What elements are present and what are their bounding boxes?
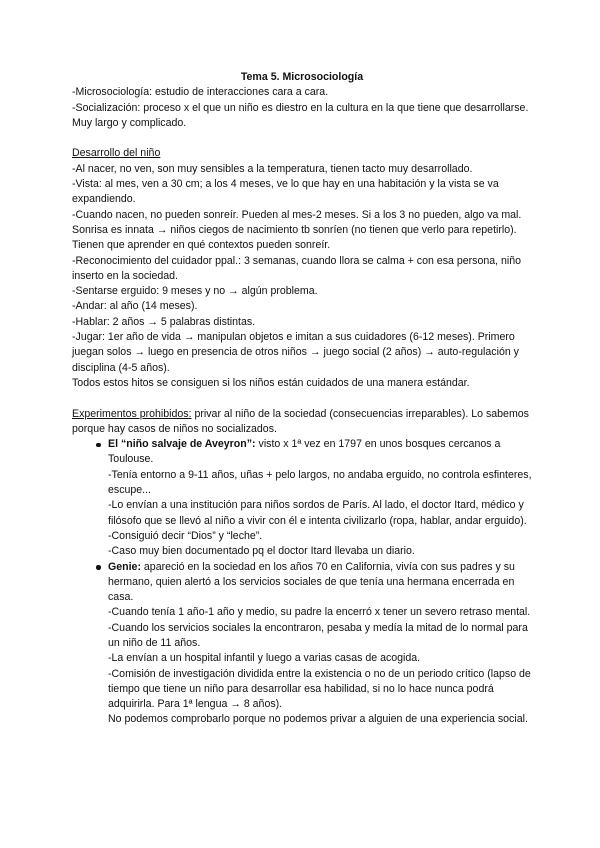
case-line: -Tenía entorno a 9-11 años, uñas + pelo largos, no andaba erguido, no controla esfinteres, escupe... — [108, 468, 532, 497]
case-line: -Lo envían a una institución para niños sordos de París. Al lado, el doctor Itard, médico y filósofo que se llevó al niño a vivir con él e intenta civilizarlo (ropa, hablar, andar erguido). — [108, 499, 527, 527]
case-line: -Cuando los servicios sociales la encontraron, pesaba y medía la mitad de lo normal para un niño de 11 años. — [108, 621, 528, 649]
spacer — [72, 391, 532, 406]
paragraph-line: -Al nacer, no ven, son muy sensibles a la temperatura, tienen tacto muy desarrollado. — [72, 162, 473, 175]
section-heading-experimentos: Experimentos prohibidos: — [72, 407, 192, 420]
case-item-genie — [108, 560, 532, 728]
paragraph-line: -Vista: al mes, ven a 30 cm; a los 4 meses, ve lo que hay en una habitación y la vista se va expandiendo. — [72, 178, 499, 206]
case-line: -Caso muy bien documentado pq el doctor Itard llevaba un diario. — [108, 545, 415, 558]
paragraph-line: Todos estos hitos se consiguen si los niños están cuidados de una manera estándar. — [72, 376, 470, 389]
case-line: -Cuando tenía 1 año-1 año y medio, su padre la encerró x tener un severo retraso mental. — [108, 606, 531, 619]
paragraph-line: -Andar: al año (14 meses). — [72, 300, 198, 313]
spacer — [72, 131, 532, 146]
paragraph-line: Tienen que aprender en qué contextos pueden sonreír. — [72, 239, 331, 252]
case-list — [72, 437, 532, 728]
paragraph-line: -Sentarse erguido: 9 meses y no → algún problema. — [72, 285, 318, 298]
case-name: El “niño salvaje de Aveyron”: — [108, 438, 256, 451]
intro-line: -Microsociología: estudio de interacciones cara a cara. — [72, 86, 329, 99]
case-line: -Comisión de investigación dividida entre la existencia o no de un periodo crítico (lapso de tiempo que tiene un niño para desarrollar esa habilidad, si no lo hace nunca podrá adquirirla. Para 1ª lengua → 8 años). — [108, 667, 531, 711]
case-text: visto x 1ª vez en 1797 en unos bosques cercanos a Toulouse. — [108, 438, 501, 466]
case-text: apareció en la sociedad en los años 70 en California, vivía con sus padres y su hermano, quien alertó a los servicios sociales de que tenía una hermana encerrada en casa. — [108, 560, 515, 604]
paragraph-line: -Hablar: 2 años → 5 palabras distintas. — [72, 315, 256, 328]
section-heading — [72, 146, 532, 161]
case-line: No podemos comprobarlo porque no podemos privar a alguien de una experiencia social. — [108, 713, 528, 726]
case-summary — [108, 560, 532, 606]
document-page — [72, 70, 532, 728]
paragraph-line: -Reconocimiento del cuidador ppal.: 3 semanas, cuando llora se calma + con esa persona, niño inserto en la sociedad. — [72, 254, 522, 282]
document-title: Tema 5. Microsociología — [240, 71, 364, 83]
paragraph-line: -Cuando nacen, no pueden sonreír. Pueden al mes-2 meses. Si a los 3 no pueden, algo va mal. Sonrisa es innata → niños ciegos de nacimiento tb sonríen (no tienen que verlo para repetirlo). — [72, 208, 522, 236]
section-heading-desarrollo: Desarrollo del niño — [72, 147, 161, 160]
experimentos-intro — [72, 407, 532, 438]
case-item-aveyron — [108, 437, 532, 559]
case-line: -La envían a un hospital infantil y luego a varias casas de acogida. — [108, 652, 421, 665]
case-name: Genie: — [108, 560, 141, 573]
intro-line: -Socialización: proceso x el que un niño es diestro en la cultura en la que tiene que desarrollarse. Muy largo y complicado. — [72, 101, 529, 129]
case-line: -Consiguió decir “Dios” y “leche”. — [108, 529, 263, 542]
experimentos-intro-text: privar al niño de la sociedad (consecuencias irreparables). Lo sabemos porque hay casos de niños no socializados. — [72, 407, 529, 435]
case-summary — [108, 437, 532, 468]
paragraph-line: -Jugar: 1er año de vida → manipulan objetos e imitan a sus cuidadores (6-12 meses). Primero juegan solos → luego en presencia de otros niños → juego social (2 años) → auto-regulación y disciplina (4-5 años). — [72, 331, 519, 374]
